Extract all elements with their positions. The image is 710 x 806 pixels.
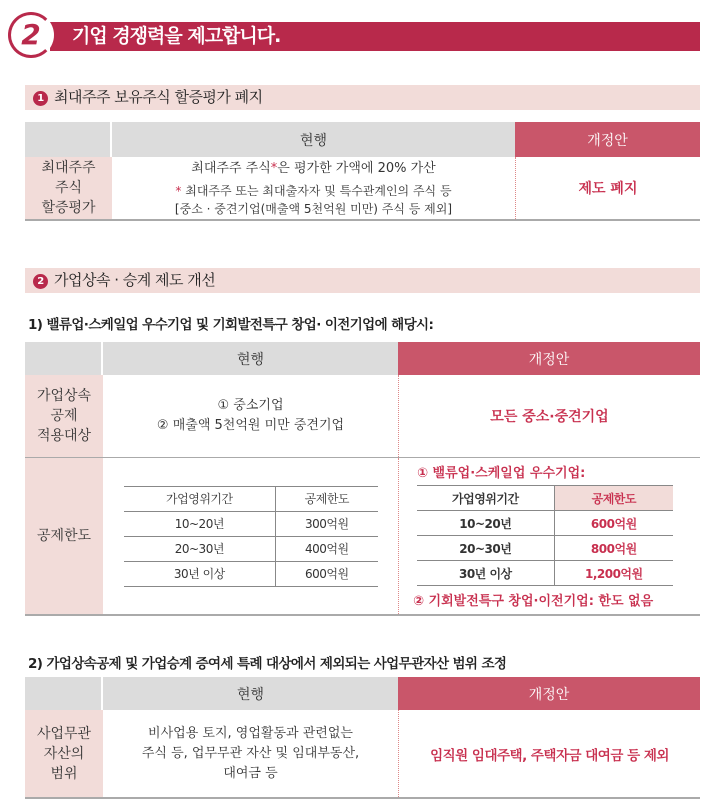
header-empty [25,342,103,375]
limit: 300억원 [276,511,378,536]
label-line: 최대주주 [41,160,96,176]
header-current: 현행 [103,342,398,375]
label-line: 사업무관 [36,725,92,742]
header-proposal: 개정안 [515,122,700,157]
col-header: 가업영위기간 [124,486,276,511]
proposal-title: ① 밸류업·스케일업 우수기업: [417,466,586,481]
row-label [25,375,103,457]
header-empty [25,677,103,710]
current-cell [103,375,398,457]
limit: 600억원 [276,561,378,586]
label-line: 주식 [54,180,83,196]
limit: 1,200억원 [554,561,673,586]
list-item: ① 중소기업 [217,398,284,413]
label-line: 할증평가 [41,200,96,216]
table-row [417,561,673,586]
asterisk: * [270,160,278,176]
current-cell [103,458,398,614]
row-label: 공제한도 [25,458,103,614]
header-proposal: 개정안 [398,677,700,710]
note-line: [중소 · 중견기업(매출액 5천억원 미만) 주식 등 제외] [174,201,453,216]
text-line: 대여금 등 [223,765,278,781]
limit: 800억원 [554,536,673,561]
label-line: 가업상속 [36,388,92,404]
row-label [25,710,103,797]
section1-header [25,85,700,110]
table-row [417,511,673,536]
asterisk: * [175,183,182,198]
col-header: 공제한도 [554,486,673,511]
section-title: 가업상속 · 승계 제도 개선 [54,271,216,289]
section-number-icon: 1 [33,91,48,106]
col-header: 가업영위기간 [417,486,554,511]
section-number-icon: 2 [33,274,48,289]
row-label [25,157,112,219]
note-line: 최대주주 또는 최대출자자 및 특수관계인의 주식 등 [181,183,452,198]
table-row [124,536,378,561]
col-header: 공제한도 [276,486,378,511]
header-proposal: 개정안 [398,342,700,375]
current-main [191,159,435,179]
limit: 600억원 [554,511,673,536]
text: 은 평가한 가액에 20% 가산 [277,160,436,176]
current-note [175,182,451,200]
text-line: 주식 등, 업무무관 자산 및 임대부동산, [141,745,360,761]
proposal-note: ② 기회발전특구 창업·이전기업: 한도 없음 [413,594,654,609]
proposal-limit-table [417,485,673,586]
label-line: 범위 [50,765,78,782]
header-empty [25,122,112,157]
period: 30년 이상 [417,561,554,586]
table-shareholder-valuation [25,122,700,221]
section-title: 최대주주 보유주식 할증평가 폐지 [54,88,263,106]
label-line: 공제 [50,408,78,424]
period: 20~30년 [417,536,554,561]
text-line: 비사업용 토지, 영업활동과 관련없는 [148,725,353,741]
table-inheritance-deduction [25,342,700,616]
proposal-cell: 제도 폐지 [515,157,700,219]
table-non-business-assets [25,677,700,799]
current-limit-table [124,486,378,587]
chapter-number-badge: 2 [8,12,54,58]
proposal-cell [398,458,700,614]
section2-header [25,268,700,293]
period: 10~20년 [417,511,554,536]
page-title-bar [50,22,700,51]
header-current: 현행 [112,122,515,157]
proposal-cell: 임직원 임대주택, 주택자금 대여금 등 제외 [398,710,700,797]
limit: 400억원 [276,536,378,561]
table-row [124,561,378,586]
period: 30년 이상 [124,561,276,586]
table-row [417,536,673,561]
label-line: 적용대상 [36,428,92,444]
table-row [124,511,378,536]
subsection-title: 1) 밸류업·스케일업 우수기업 및 기회발전특구 창업· 이전기업에 해당시: [28,317,434,333]
proposal-cell: 모든 중소·중견기업 [398,375,700,457]
current-cell [112,157,515,219]
list-item: ② 매출액 5천억원 미만 중견기업 [156,418,345,433]
current-cell [103,710,398,797]
period: 20~30년 [124,536,276,561]
period: 10~20년 [124,511,276,536]
header-current: 현행 [103,677,398,710]
text: 최대주주 주식 [191,160,271,176]
page-title: 기업 경쟁력을 제고합니다. [72,25,281,47]
subsection-title: 2) 가업상속공제 및 가업승계 증여세 특례 대상에서 제외되는 사업무관자산 범위 조정 [28,656,507,672]
label-line: 자산의 [43,745,85,762]
